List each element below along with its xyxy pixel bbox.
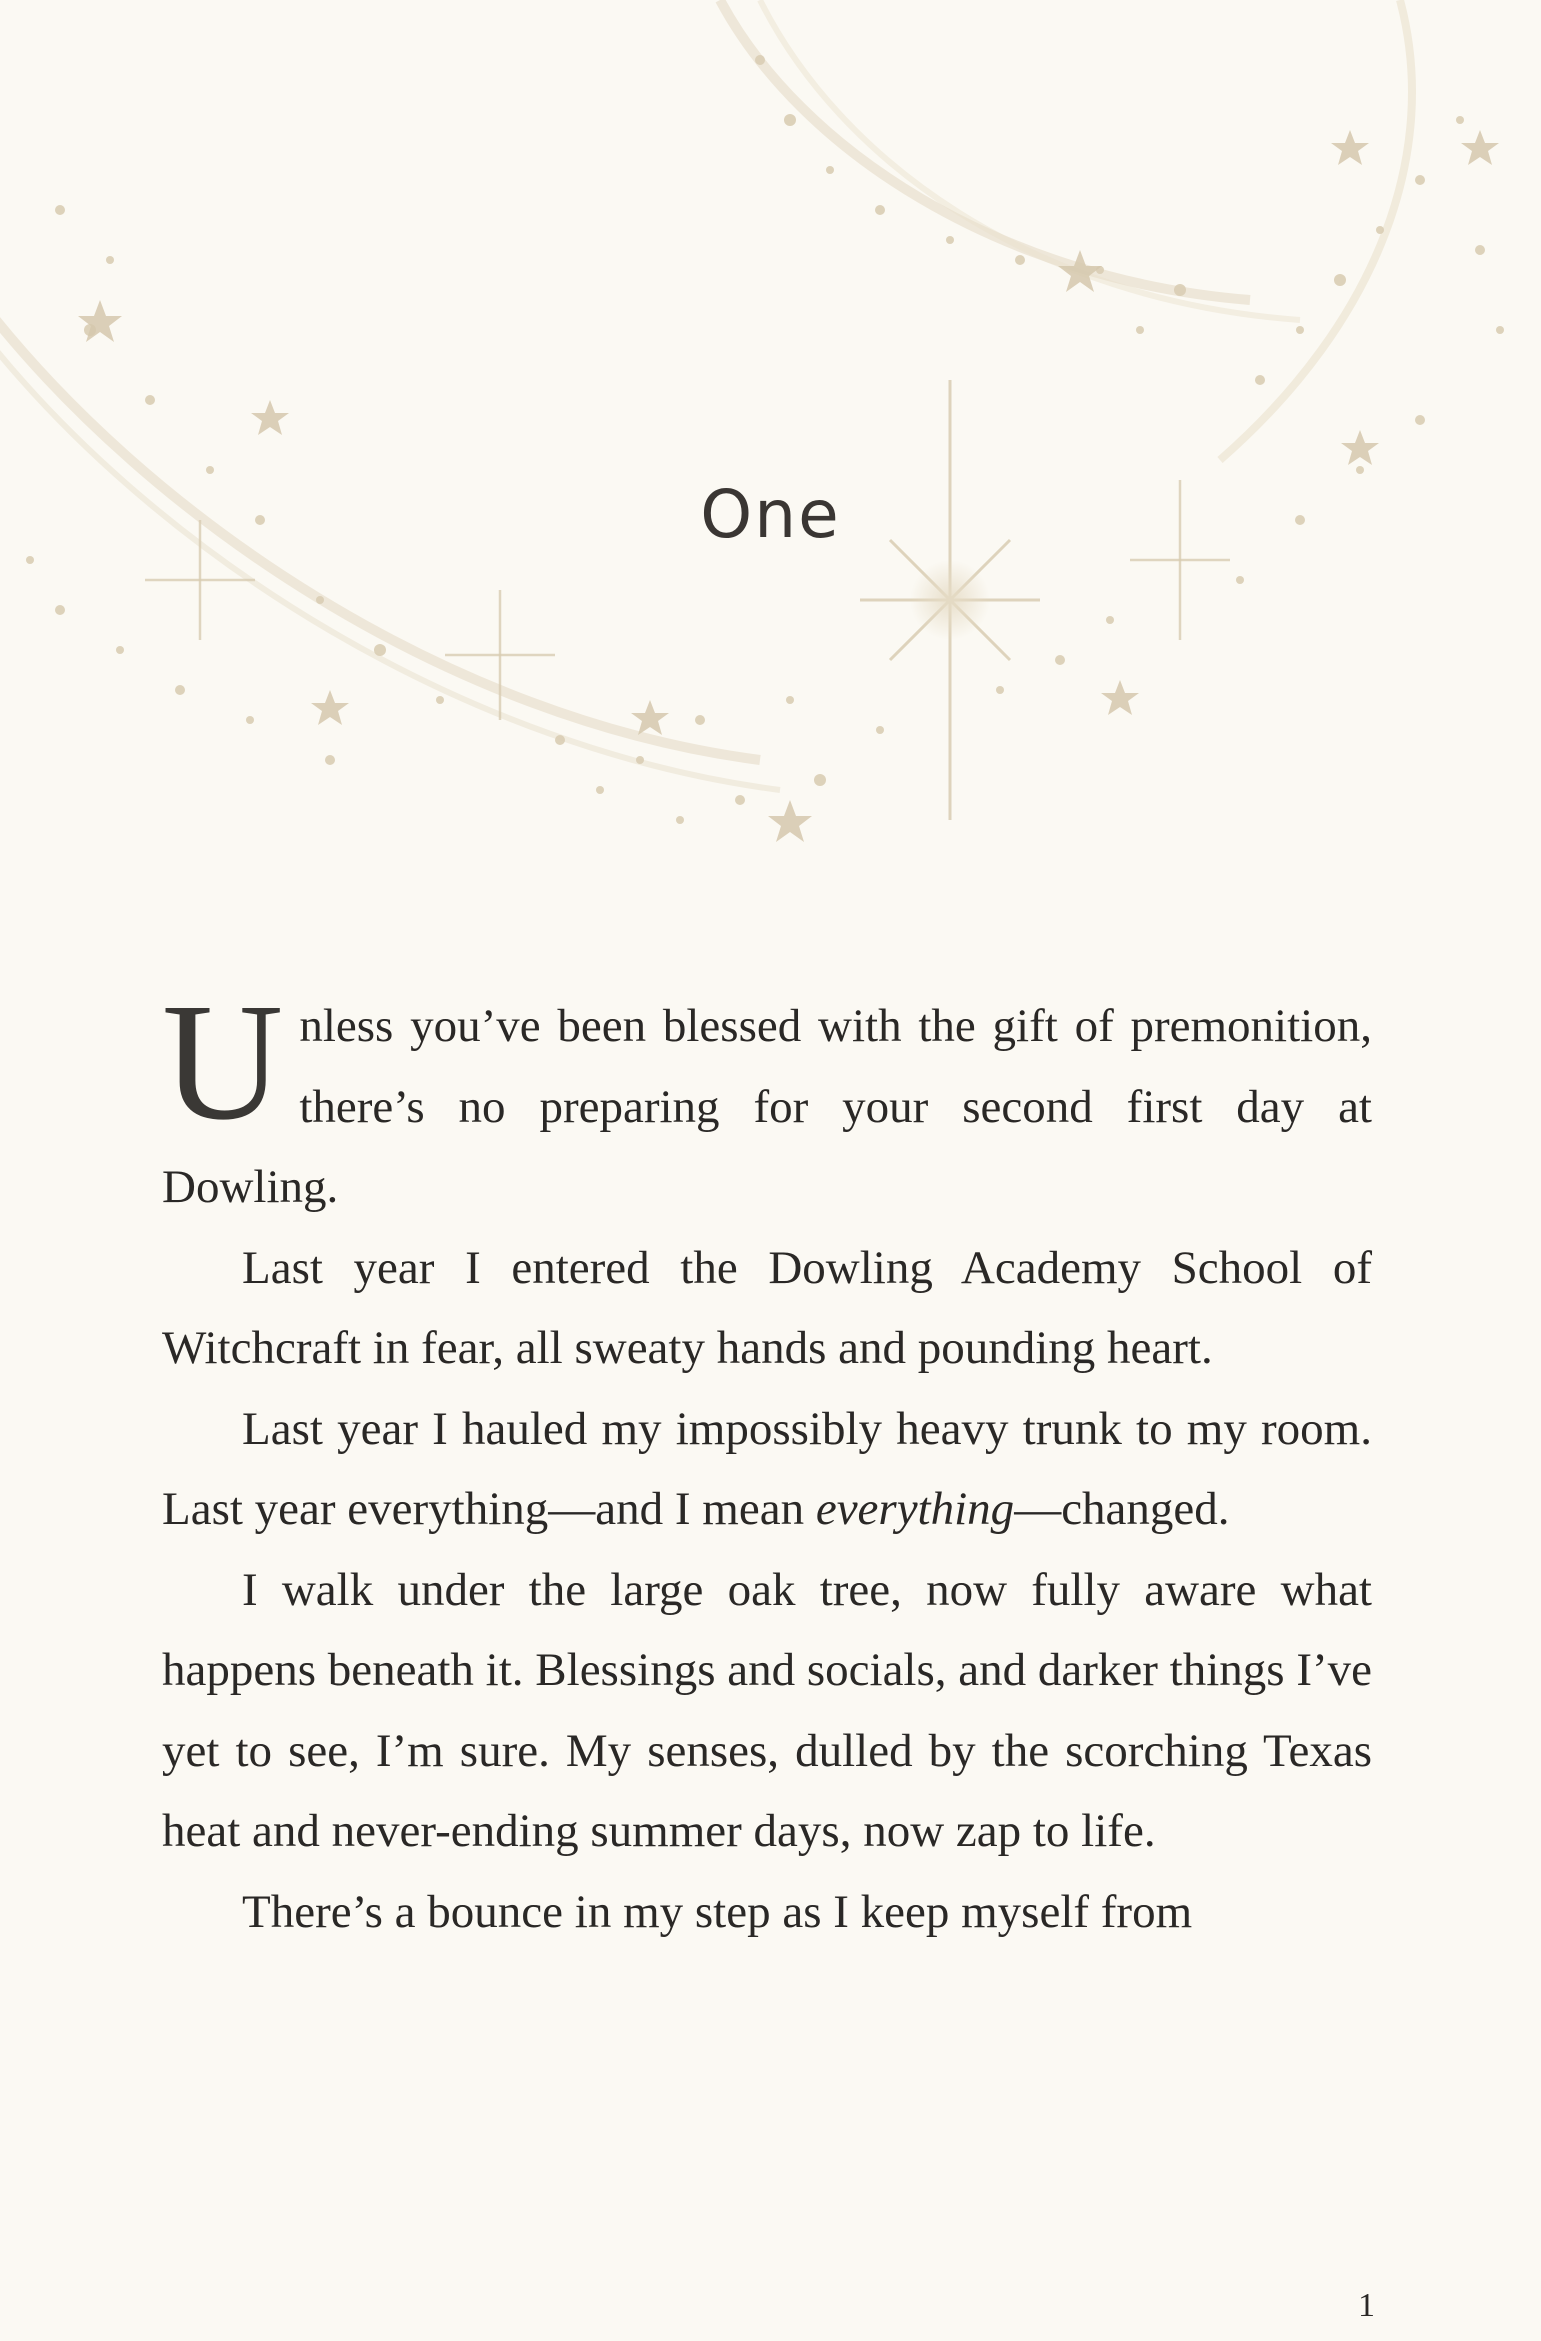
paragraph-1: [162, 969, 1372, 1228]
drop-cap-letter: U: [162, 969, 284, 1155]
chapter-body: [162, 969, 1372, 1952]
paragraph-5: There’s a bounce in my step as I keep myself from: [242, 1885, 1193, 1938]
paragraph-3-text-start: Last year I hauled my impossibly heavy trunk to my room. Last year everything—and I mean: [162, 1402, 1372, 1535]
chapter-title: One: [700, 476, 841, 553]
paragraph-2: Last year I entered the Dowling Academy School of Witchcraft in fear, all sweaty hands and pounding heart.: [162, 1241, 1372, 1374]
paragraph-3-emphasis: everything: [815, 1483, 1015, 1535]
paragraph-3-text-end: —changed.: [1014, 1483, 1230, 1535]
paragraph-1-text: nless you’ve been blessed with the gift of premonition, there’s no preparing for your second first day at Dowling.: [162, 1000, 1372, 1213]
star-dots: [26, 55, 1504, 824]
star-swirl-decoration: [0, 0, 1541, 900]
paragraph-3: [162, 1389, 1372, 1550]
page-number: 1: [1358, 2287, 1375, 2324]
paragraph-4: I walk under the large oak tree, now fully aware what happens beneath it. Blessings and socials, and darker things I’ve yet to see, I’m sure. My senses, dulled by the scorching Texas heat and never-ending summer days, now zap to life.: [162, 1563, 1372, 1857]
